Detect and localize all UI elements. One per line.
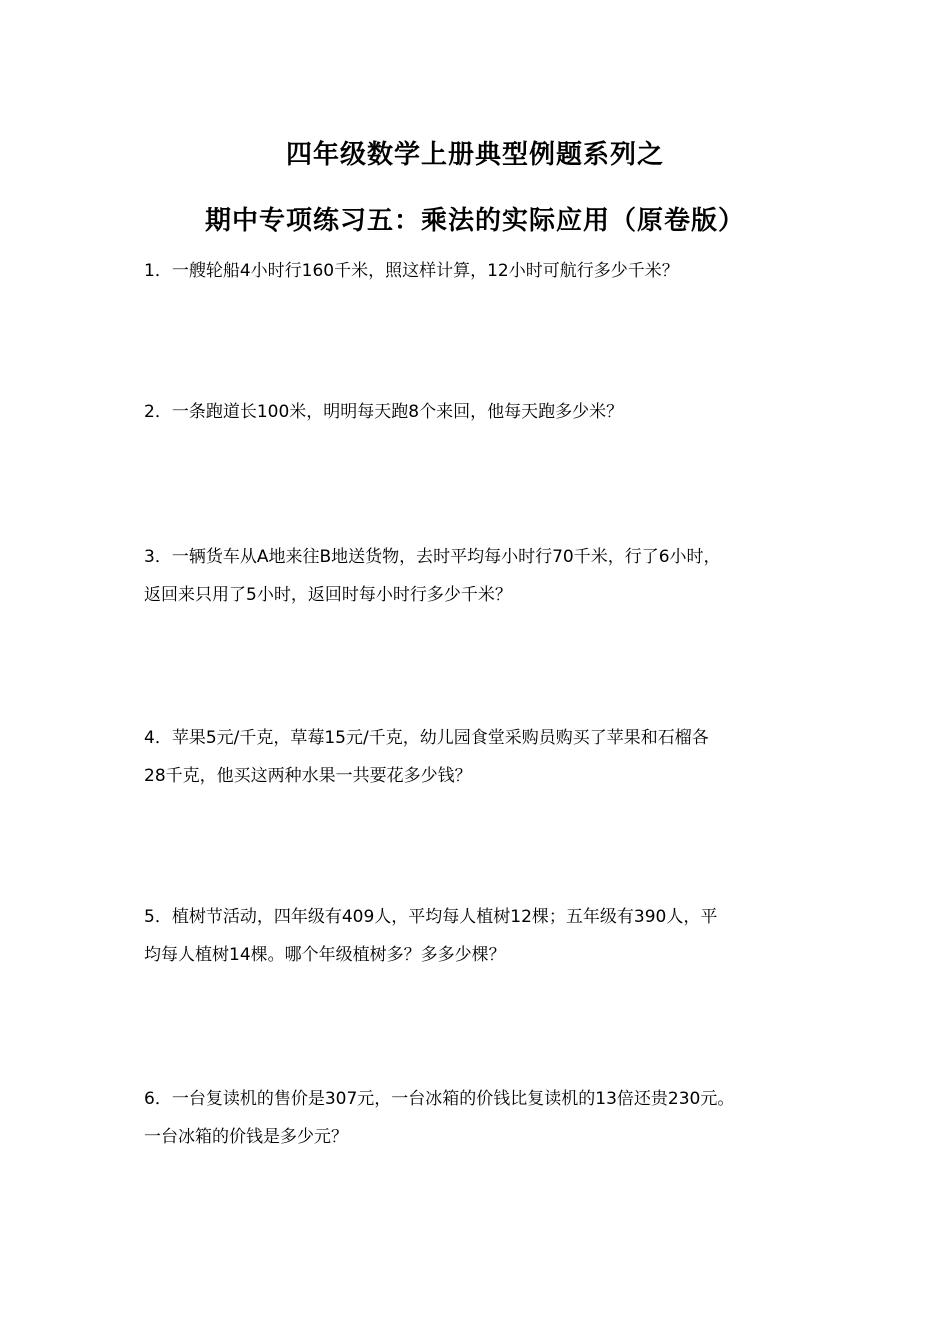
question-3	[144, 538, 824, 614]
question-3-line-1: 3．一辆货车从A地来往B地送货物，去时平均每小时行70千米，行了6小时，	[144, 547, 721, 567]
question-4-line-1: 4．苹果5元/千克，草莓15元/千克，幼儿园食堂采购员购买了苹果和石榴各	[144, 728, 709, 748]
question-3-line-2: 返回来只用了5小时，返回时每小时行多少千米？	[144, 585, 512, 605]
question-5-line-1: 5．植树节活动，四年级有409人，平均每人植树12棵；五年级有390人，平	[144, 907, 718, 927]
document-title: 四年级数学上册典型例题系列之	[285, 140, 664, 170]
question-5	[144, 898, 824, 974]
question-2	[144, 393, 824, 431]
document-subtitle: 期中专项练习五：乘法的实际应用（原卷版）	[204, 206, 745, 236]
question-5-line-2: 均每人植树14棵。哪个年级植树多？多多少棵？	[144, 945, 506, 965]
question-2-line-1: 2．一条跑道长100米，明明每天跑8个来回，他每天跑多少米？	[144, 402, 624, 422]
question-4-line-2: 28千克，他买这两种水果一共要花多少钱？	[144, 766, 472, 786]
question-4	[144, 719, 824, 795]
question-6-line-1: 6．一台复读机的售价是307元，一台冰箱的价钱比复读机的13倍还贵230元。	[144, 1089, 735, 1109]
question-1-line-1: 1．一艘轮船4小时行160千米，照这样计算，12小时可航行多少千米？	[144, 261, 679, 281]
question-6-line-2: 一台冰箱的价钱是多少元？	[144, 1127, 348, 1147]
question-1	[144, 252, 824, 290]
question-6	[144, 1080, 824, 1156]
